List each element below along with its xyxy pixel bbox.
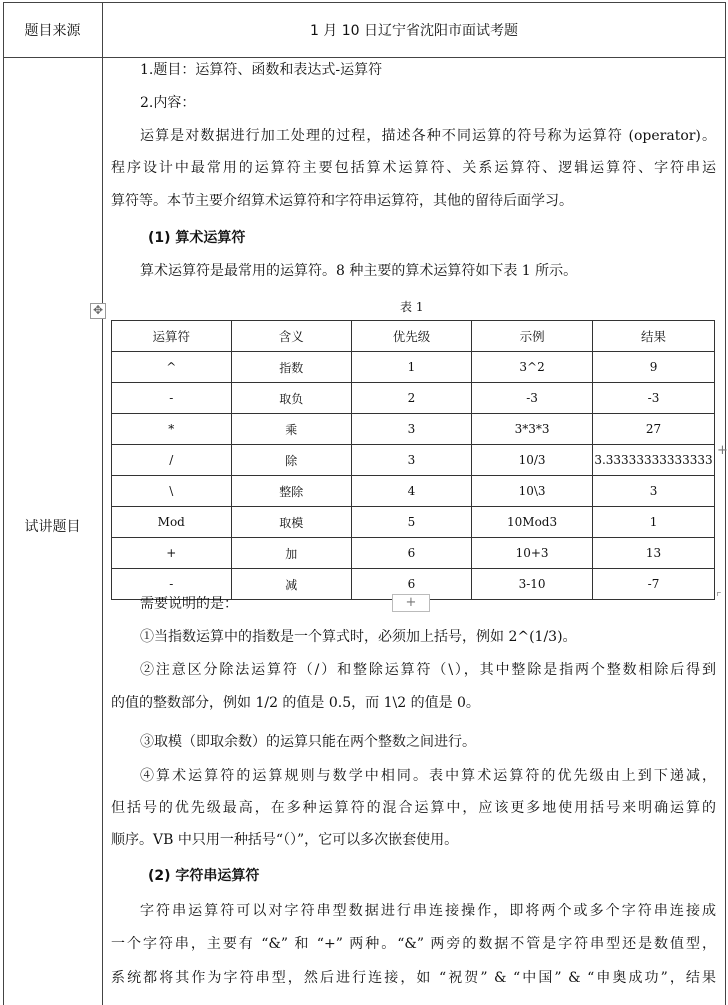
table-row [112,538,715,569]
table-cell: - [112,383,232,414]
table-cell: 加 [231,538,351,569]
table-cell: 3 [351,445,471,476]
table-cell: 减 [231,569,351,600]
paragraph-line: 算符等。本节主要介绍算术运算符和字符串运算符，其他的留待后面学习。 [111,193,573,209]
table-cell: 3-10 [472,569,593,600]
table-row [112,445,715,476]
table-cell: * [112,414,232,445]
note-line: 顺序。VB 中只用一种括号“（）”，它可以多次嵌套使用。 [111,832,459,848]
note-line: ④算术运算符的运算规则与数学中相同。表中算术运算符的优先级由上到下递减， [140,768,716,784]
table-cell: 3.33333333333333 [593,445,715,476]
label-column-divider [102,2,103,1005]
source-value: 1 月 10 日辽宁省沈阳市面试考题 [309,23,519,39]
table-cell: 指数 [231,352,351,383]
table-row [112,476,715,507]
table-cell: Mod [112,507,232,538]
add-row-button[interactable]: + [392,594,430,612]
table-cell: + [112,538,232,569]
table-row [112,507,715,538]
note-line: ②注意区分除法运算符（/）和整除运算符（\），其中整除是指两个整数相除后得到 [140,662,716,678]
add-column-button[interactable]: + [717,443,728,458]
table-cell: 13 [593,538,715,569]
table-cell: 4 [351,476,471,507]
table-header-cell: 优先级 [351,321,471,352]
table-header-cell: 结果 [593,321,715,352]
table-cell: 10\3 [472,476,593,507]
section-heading-string: (2) 字符串运算符 [148,868,260,884]
table-cell: 5 [351,507,471,538]
note-line: ③取模（即取余数）的运算只能在两个整数之间进行。 [140,734,476,750]
note-line: 的值的整数部分，例如 1/2 的值是 0.5，而 1\2 的值是 0。 [111,695,480,711]
table-cell: \ [112,476,232,507]
table-row [112,352,715,383]
note-line: ①当指数运算中的指数是一个算式时，必须加上括号，例如 2^(1/3)。 [140,629,577,645]
table-cell: 6 [351,538,471,569]
table-row [112,414,715,445]
table-header-row [112,321,715,352]
table-cell: 除 [231,445,351,476]
paragraph-line: 算术运算符是最常用的运算符。8 种主要的算术运算符如下表 1 所示。 [140,263,578,279]
table-cell: 整除 [231,476,351,507]
table-resize-handle-icon[interactable]: ⌜ [716,590,722,604]
table-cell: 3^2 [472,352,593,383]
table-cell: 10Mod3 [472,507,593,538]
table-header-cell: 示例 [472,321,593,352]
table-caption: 表 1 [400,300,424,314]
outer-right-border [725,2,726,1005]
paragraph-line: 字符串运算符可以对字符串型数据进行串连接操作，即将两个或多个字符串连接成 [140,903,716,919]
table-cell: 27 [593,414,715,445]
table-cell: 10/3 [472,445,593,476]
paragraph-line: 系统都将其作为字符串型，然后进行连接，如 “祝贺” & “中国” & “申奥成功”，结果 [111,970,716,986]
table-cell: 2 [351,383,471,414]
table-cell: 3 [593,476,715,507]
source-label: 题目来源 [24,23,81,39]
table-cell: -7 [593,569,715,600]
table-header-cell: 运算符 [112,321,232,352]
paragraph-line: 一个字符串，主要有 “&” 和 “+” 两种。“&” 两旁的数据不管是字符串型还是数值型， [111,936,716,952]
table-cell: 乘 [231,414,351,445]
table-cell: 1 [351,352,471,383]
note-intro: 需要说明的是： [140,596,238,612]
note-line: 但括号的优先级最高，在多种运算符的混合运算中，应该更多地使用括号来明确运算的 [111,800,716,816]
table-cell: 6 [351,569,471,600]
table-row [112,383,715,414]
outer-left-border [3,2,4,1005]
lecture-topic-label: 试讲题目 [24,519,81,535]
section-heading-arithmetic: (1) 算术运算符 [148,230,246,246]
table-cell: 1 [593,507,715,538]
table-cell: 3*3*3 [472,414,593,445]
table-cell: 3 [351,414,471,445]
table-cell: 10+3 [472,538,593,569]
paragraph-line: 运算是对数据进行加工处理的过程，描述各种不同运算的符号称为运算符 (operator)。 [140,128,716,144]
table-header-cell: 含义 [231,321,351,352]
paragraph-line: 程序设计中最常用的运算符主要包括算术运算符、关系运算符、逻辑运算符、字符串运 [111,160,716,176]
table-cell: - [112,569,232,600]
table-cell: ^ [112,352,232,383]
header-row-divider [3,57,726,58]
outer-top-border [3,2,726,3]
table-cell: 9 [593,352,715,383]
topic-line: 1.题目：运算符、函数和表达式-运算符 [140,62,383,78]
content-label-line: 2.内容： [140,95,196,111]
table-cell: -3 [472,383,593,414]
table-cell: / [112,445,232,476]
table-cell: 取模 [231,507,351,538]
table-cell: -3 [593,383,715,414]
table-cell: 取负 [231,383,351,414]
operator-table [111,320,715,600]
table-move-handle-icon[interactable]: ✥ [90,303,106,319]
